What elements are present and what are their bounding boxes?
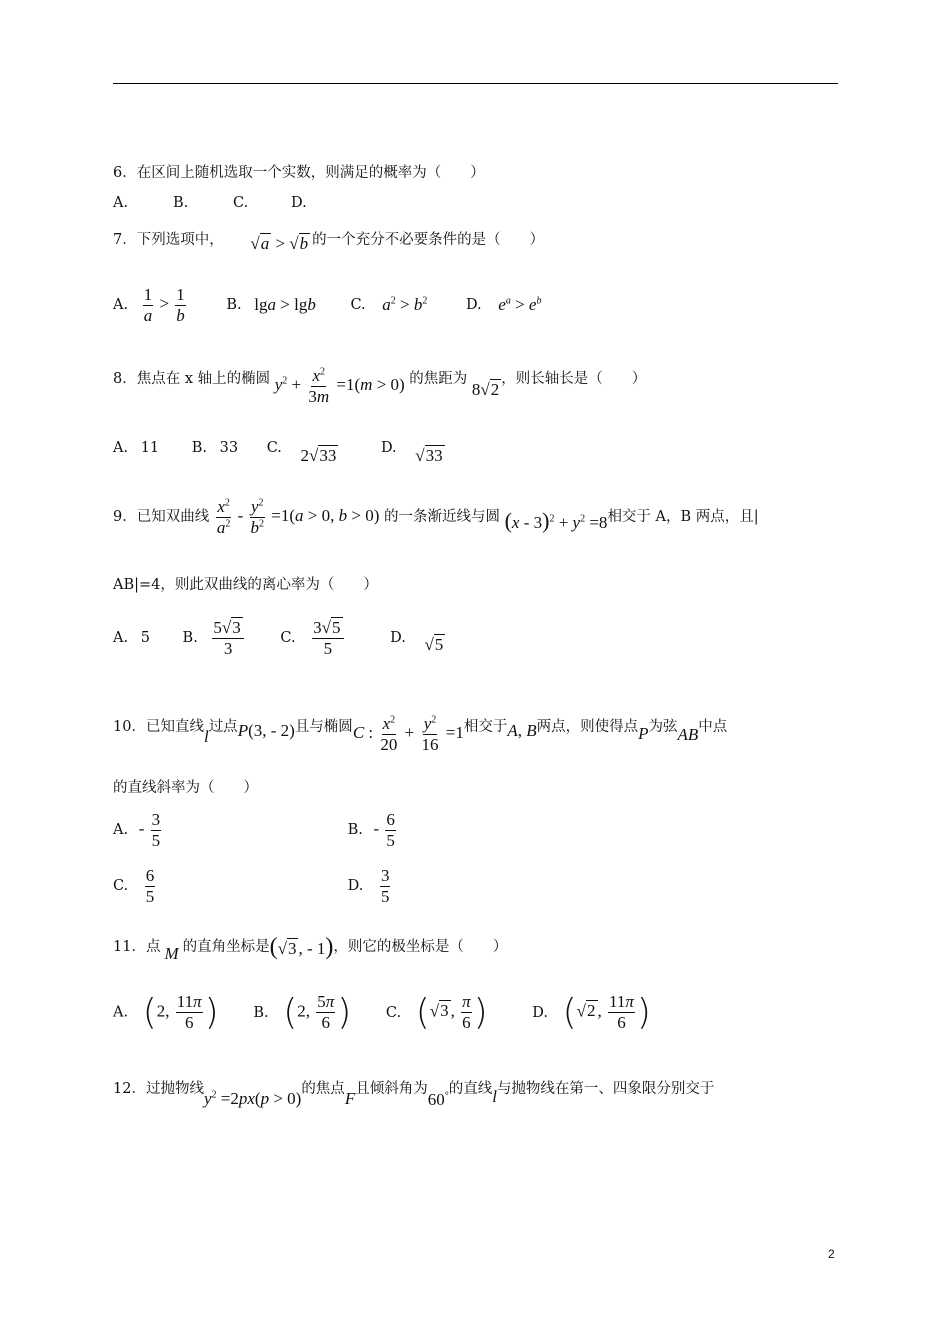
q11-cartesian-coords: (√3 , - 1) bbox=[269, 933, 334, 960]
q11-option-a: (2, $\frac{11\pi}{6}$ ) bbox=[142, 992, 219, 1033]
q8-prefix: 8．焦点在 x 轴上的椭圆 bbox=[113, 371, 271, 388]
question-6 bbox=[113, 161, 485, 182]
q7-option-d-label: D. bbox=[465, 297, 482, 314]
q8-option-c: 2√33 bbox=[300, 446, 337, 465]
q10-point-p: P(3, - 2) bbox=[237, 721, 295, 741]
question-10 bbox=[113, 700, 727, 754]
q10-part3: 且与椭圆 bbox=[294, 719, 353, 736]
q8-ellipse-formula: $y^2$ + $\frac{x^2}{3m}$ =1(m > 0) bbox=[274, 366, 405, 406]
q10-option-a-label: A. bbox=[113, 822, 129, 839]
q10-ellipse-formula: C : $\frac{x^2}{20}$ + $\frac{y^2}{16}$ =1 bbox=[352, 714, 464, 754]
q9-suffix: 相交于 A，B 两点，且| bbox=[607, 509, 759, 526]
q7-prefix: 7．下列选项中， bbox=[113, 232, 224, 248]
q6-stem: 6．在区间上随机选取一个实数，则满足的概率为（ ） bbox=[113, 165, 485, 181]
q10-option-b: - $\frac{6}{5}$ bbox=[373, 810, 395, 850]
q7-option-c: $a^2 > b^2$ bbox=[382, 295, 428, 315]
q10-option-a: - $\frac{3}{5}$ bbox=[138, 810, 161, 850]
header-rule bbox=[113, 83, 838, 84]
q10-options-row2 bbox=[113, 866, 392, 906]
q10-line2-text: 的直线斜率为（ ） bbox=[113, 780, 258, 796]
q8-option-b: 33 bbox=[219, 440, 239, 456]
q10-points-ab: A, B bbox=[507, 721, 537, 741]
question-9 bbox=[113, 497, 759, 537]
q7-option-b: lga > lgb bbox=[254, 295, 316, 315]
q8-suffix: ，则长轴长是（ ） bbox=[501, 371, 647, 388]
q10-part5: 两点，则使得点 bbox=[536, 719, 639, 736]
q10-part7: 中点 bbox=[698, 719, 728, 736]
q9-options bbox=[113, 618, 445, 658]
q10-option-c-label: C. bbox=[113, 878, 129, 895]
q9-line2-text: AB|=4，则此双曲线的离心率为（ ） bbox=[113, 577, 378, 593]
q6-options bbox=[113, 195, 307, 211]
q12-part5: 与抛物线在第一、四象限分别交于 bbox=[496, 1081, 715, 1097]
q10-option-d: $\frac{3}{5}$ bbox=[380, 866, 390, 906]
q12-line-l: l bbox=[492, 1087, 497, 1106]
q10-part1: 10．已知直线 bbox=[113, 719, 204, 736]
q8-option-d: √33 bbox=[415, 446, 443, 465]
q7-option-a: $\frac{1}{a}$ > $\frac{1}{b}$ bbox=[143, 285, 185, 325]
q9-option-b: $\frac{5√3}{3}$ bbox=[210, 618, 245, 658]
q7-option-d: $e^a > e^b$ bbox=[498, 295, 542, 315]
q10-part2: 过点 bbox=[208, 719, 238, 736]
q6-option-a: A. bbox=[113, 195, 129, 211]
q8-option-a: 11 bbox=[140, 440, 160, 456]
q11-option-b-label: B. bbox=[253, 1004, 269, 1021]
q6-option-c: C. bbox=[233, 195, 249, 211]
q11-option-d-label: D. bbox=[532, 1004, 549, 1021]
q10-option-c: $\frac{6}{5}$ bbox=[145, 866, 155, 906]
q7-option-b-label: B. bbox=[226, 297, 242, 314]
question-11 bbox=[113, 930, 507, 964]
q9-line2 bbox=[113, 573, 378, 594]
q7-suffix: 的一个充分不必要条件的是（ ） bbox=[312, 232, 545, 248]
q8-focal-distance: 8√2 bbox=[471, 380, 500, 400]
q8-option-a-label: A. bbox=[113, 440, 129, 456]
q9-option-d: √5 bbox=[424, 635, 444, 655]
q8-option-b-label: B. bbox=[191, 440, 208, 456]
q12-angle: 60° bbox=[427, 1090, 449, 1109]
q12-parabola-formula: $y^2 =2px(p > 0)$ bbox=[203, 1089, 302, 1108]
q12-focus-f: F bbox=[344, 1089, 356, 1108]
q9-option-a: 5 bbox=[140, 630, 150, 647]
q10-options-row1 bbox=[113, 810, 398, 850]
q10-part4: 相交于 bbox=[463, 719, 508, 736]
q7-options bbox=[113, 285, 541, 325]
q9-circle-formula: $(x - 3)^2 + y^2 =8$ bbox=[504, 508, 608, 534]
q11-option-d: (√2 , $\frac{11\pi}{6}$ ) bbox=[562, 992, 651, 1033]
q12-part3: 且倾斜角为 bbox=[355, 1081, 428, 1097]
q9-option-c: $\frac{3√5}{5}$ bbox=[310, 618, 345, 658]
q9-middle: 的一条渐近线与圆 bbox=[383, 509, 500, 526]
q8-options bbox=[113, 430, 445, 466]
q11-option-c-label: C. bbox=[385, 1004, 402, 1021]
q9-option-b-label: B. bbox=[182, 630, 198, 647]
q10-chord-ab: AB bbox=[677, 725, 699, 745]
question-12 bbox=[113, 1068, 714, 1110]
q11-option-a-label: A. bbox=[113, 1004, 129, 1021]
q9-option-c-label: C. bbox=[280, 630, 296, 647]
q11-part2: 的直角坐标是 bbox=[182, 939, 270, 955]
q12-part1: 12．过抛物线 bbox=[113, 1081, 204, 1097]
q10-line2 bbox=[113, 776, 258, 797]
q9-hyperbola-formula: $\frac{x^2}{a^2}$ - $\frac{y^2}{b^2}$ =1(a > 0, b > 0) bbox=[216, 497, 380, 537]
question-7 bbox=[113, 226, 544, 254]
q7-option-a-label: A. bbox=[113, 297, 129, 314]
q11-part3: ，则它的极坐标是（ ） bbox=[333, 939, 508, 955]
q6-option-b: B. bbox=[173, 195, 189, 211]
q10-option-d-label: D. bbox=[347, 878, 364, 895]
q12-part2: 的焦点 bbox=[301, 1081, 345, 1097]
question-8 bbox=[113, 352, 646, 406]
q9-prefix: 9．已知双曲线 bbox=[113, 509, 210, 526]
q12-part4: 的直线 bbox=[448, 1081, 493, 1097]
q8-option-c-label: C. bbox=[266, 440, 282, 456]
q10-point-p2: P bbox=[638, 724, 649, 744]
q11-option-c: (√3 , $\frac{\pi}{6}$ ) bbox=[415, 992, 488, 1033]
q10-option-b-label: B. bbox=[347, 822, 363, 839]
q9-option-a-label: A. bbox=[113, 630, 129, 647]
q11-option-b: (2, $\frac{5\pi}{6}$ ) bbox=[283, 992, 352, 1033]
q11-part1: 11．点 bbox=[113, 939, 161, 955]
page-number: 2 bbox=[828, 1247, 835, 1261]
q10-line-l: l bbox=[203, 727, 209, 747]
q10-part6: 为弦 bbox=[648, 719, 678, 736]
q7-option-c-label: C. bbox=[350, 297, 366, 314]
q9-option-d-label: D. bbox=[390, 630, 406, 647]
q7-formula: √a > √b bbox=[250, 234, 309, 253]
q8-middle: 的焦距为 bbox=[409, 371, 468, 388]
q6-option-d: D. bbox=[291, 195, 307, 211]
q8-option-d-label: D. bbox=[380, 440, 397, 456]
q11-options bbox=[113, 992, 651, 1033]
q11-point-m: M bbox=[164, 944, 179, 963]
